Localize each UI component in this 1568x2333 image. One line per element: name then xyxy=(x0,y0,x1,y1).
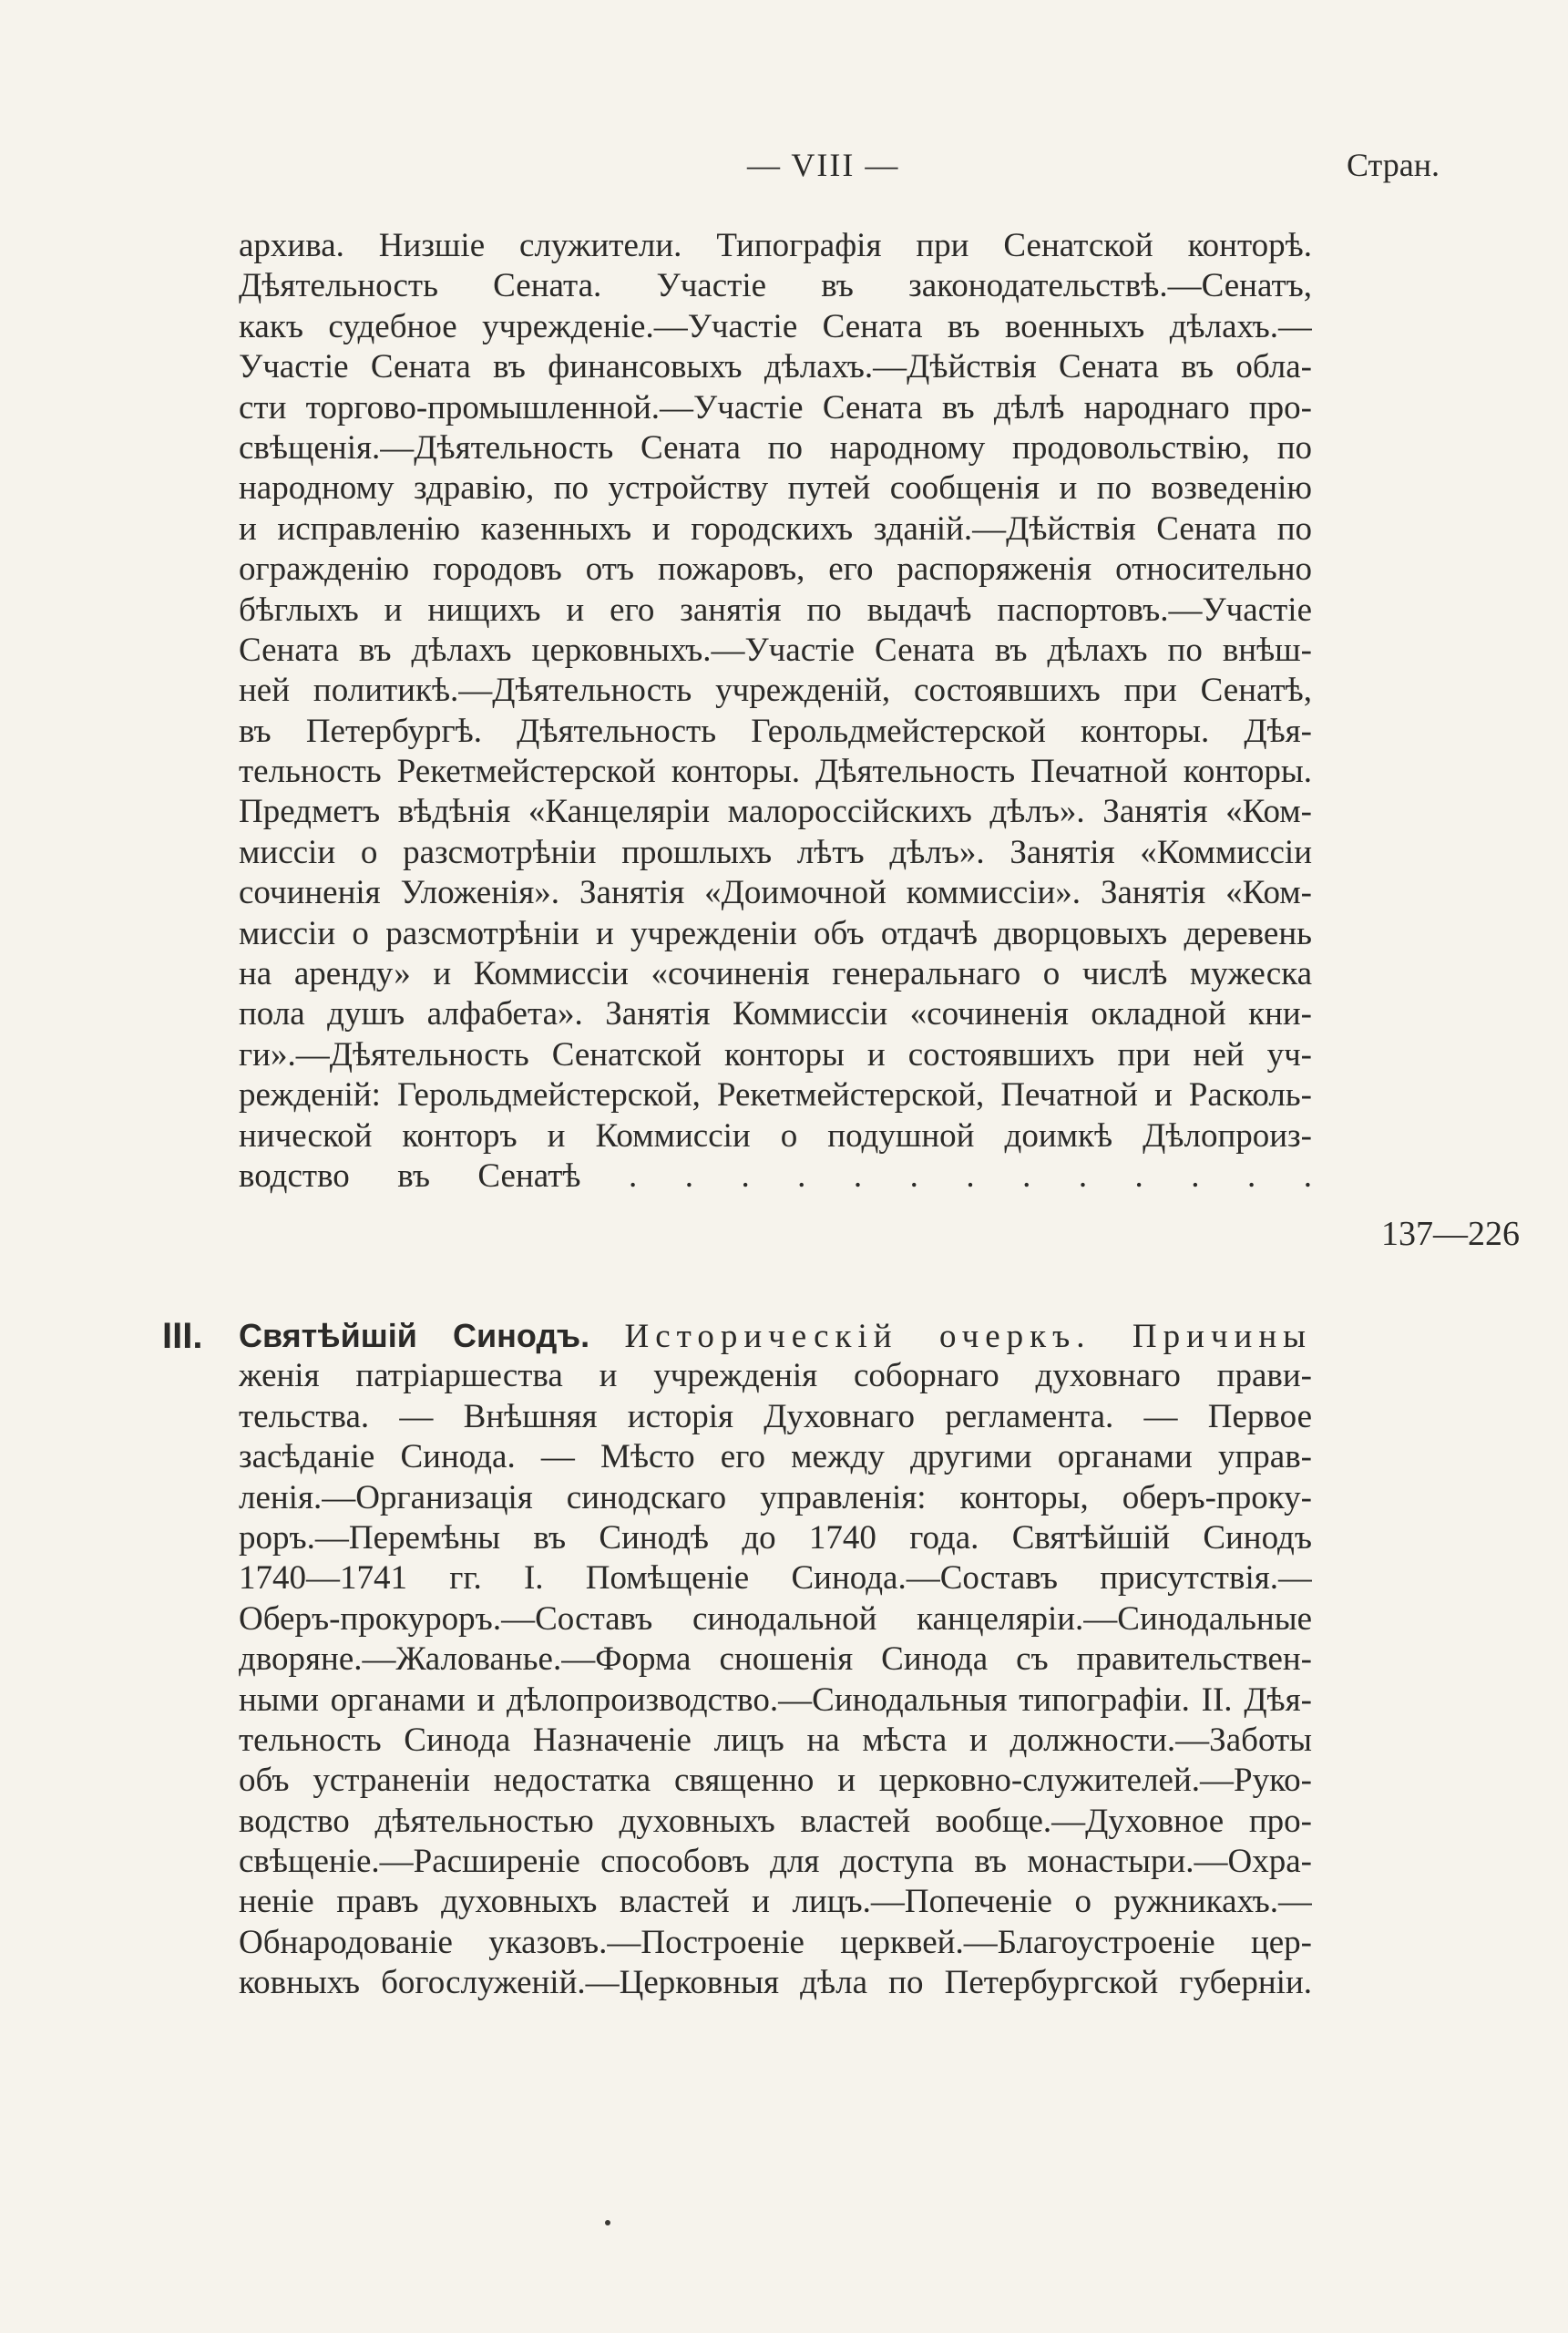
text-line: пола душъ алфабета». Занятія Коммиссіи «сочиненія окладной кни- xyxy=(239,995,1312,1033)
text-line: и исправленію казенныхъ и городскихъ зданій.—Дѣйствія Сената по xyxy=(239,509,1312,548)
text-line: сти торгово-промышленной.—Участіе Сената въ дѣлѣ народнаго про- xyxy=(239,388,1312,427)
text-line: водство дѣятельностью духовныхъ властей вообще.—Духовное про- xyxy=(239,1802,1312,1840)
section-3-text xyxy=(239,1316,1312,2004)
text-line: Участіе Сената въ финансовыхъ дѣлахъ.—Дѣйствія Сената въ обла- xyxy=(239,348,1312,386)
pages-column-header: Стран. xyxy=(1347,147,1440,183)
text-line: въ Петербургѣ. Дѣятельность Герольдмейстерской конторы. Дѣя- xyxy=(239,712,1312,750)
text-line: водство въ Сенатѣ . . . . . . . . . . . . . xyxy=(239,1156,1312,1195)
text-line: сочиненія Уложенія». Занятія «Доимочной коммиссіи». Занятія «Ком- xyxy=(239,874,1312,912)
text-line: тельность Рекетмейстерской конторы. Дѣятельность Печатной конторы. xyxy=(239,753,1312,791)
text-line: нической конторъ и Коммиссіи о подушной доимкѣ Дѣлопроиз- xyxy=(239,1116,1312,1155)
stray-dot xyxy=(605,2220,610,2225)
page-number: — VIII — xyxy=(747,147,900,183)
text-line: Дѣятельность Сената. Участіе въ законодательствѣ.—Сенатъ, xyxy=(239,267,1312,305)
text-line: ковныхъ богослуженій.—Церковныя дѣла по Петербургской губерніи. xyxy=(239,1964,1312,2002)
text-line: миссіи о разсмотрѣніи и учрежденіи объ отдачѣ дворцовыхъ деревень xyxy=(239,914,1312,952)
text-line: бѣглыхъ и нищихъ и его занятія по выдачѣ паспортовъ.—Участіе xyxy=(239,591,1312,629)
section-heading: Святѣйшій Синодъ. xyxy=(239,1317,590,1354)
text-line: на аренду» и Коммиссіи «сочиненія генеральнаго о числѣ мужеска xyxy=(239,955,1312,993)
text-line: миссіи о разсмотрѣніи прошлыхъ лѣтъ дѣлъ». Занятія «Коммиссіи xyxy=(239,833,1312,871)
entry-page-range: 137—226 xyxy=(1381,1215,1520,1253)
text-line: режденій: Герольдмейстерской, Рекетмейстерской, Печатной и Расколь- xyxy=(239,1076,1312,1115)
text-line: ней политикѣ.—Дѣятельность учрежденій, состоявшихъ при Сенатѣ, xyxy=(239,672,1312,710)
text-line: народному здравію, по устройству путей сообщенія и по возведенію xyxy=(239,469,1312,508)
text-line: Оберъ-прокуроръ.—Составъ синодальной канцеляріи.—Синодальные xyxy=(239,1599,1312,1638)
section-3-first-line xyxy=(239,1316,1312,1356)
text-line: Историческій очеркъ. Причины xyxy=(624,1318,1312,1355)
text-line: ленія.—Организація синодскаго управленія: конторы, оберъ-проку- xyxy=(239,1478,1312,1516)
section-numeral: III. xyxy=(162,1316,203,1356)
text-line: какъ судебное учрежденіе.—Участіе Сената въ военныхъ дѣлахъ.— xyxy=(239,307,1312,345)
text-line: женія патріаршества и учрежденія соборнаго духовнаго прави- xyxy=(239,1357,1312,1395)
text-line: ными органами и дѣлопроизводство.—Синодальныя типографіи. II. Дѣя- xyxy=(239,1680,1312,1719)
text-line: роръ.—Перемѣны въ Синодѣ до 1740 года. Святѣйшій Синодъ xyxy=(239,1518,1312,1557)
text-line: дворяне.—Жалованье.—Форма сношенія Синода съ правительствен- xyxy=(239,1640,1312,1679)
text-line: огражденію городовъ отъ пожаровъ, его распоряженія относительно xyxy=(239,550,1312,589)
text-line: Предметъ вѣдѣнія «Канцеляріи малороссійскихъ дѣлъ». Занятія «Ком- xyxy=(239,793,1312,831)
previous-section-text xyxy=(239,226,1312,1197)
text-line: Сената въ дѣлахъ церковныхъ.—Участіе Сената въ дѣлахъ по внѣш- xyxy=(239,631,1312,669)
text-line: тельность Синода Назначеніе лицъ на мѣста и должности.—Заботы xyxy=(239,1721,1312,1759)
text-line: архива. Низшіе служители. Типографія при Сенатской конторѣ. xyxy=(239,227,1312,264)
text-line: тельства. — Внѣшняя исторія Духовнаго регламента. — Первое xyxy=(239,1397,1312,1435)
text-line: свѣщеніе.—Расширеніе способовъ для доступа въ монастыри.—Охра- xyxy=(239,1843,1312,1881)
text-line: Обнародованіе указовъ.—Построеніе церквей.—Благоустроеніе цер- xyxy=(239,1923,1312,1961)
text-line: свѣщенія.—Дѣятельность Сената по народному продовольствію, по xyxy=(239,428,1312,467)
text-line: 1740—1741 гг. I. Помѣщеніе Синода.—Составъ присутствія.— xyxy=(239,1559,1312,1598)
text-line: засѣданіе Синода. — Мѣсто его между другими органами управ- xyxy=(239,1438,1312,1476)
text-line: неніе правъ духовныхъ властей и лицъ.—Попеченіе о ружникахъ.— xyxy=(239,1883,1312,1921)
text-line: объ устраненіи недостатка священно и церковно-служителей.—Руко- xyxy=(239,1762,1312,1800)
text-line: ги».—Дѣятельность Сенатской конторы и состоявшихъ при ней уч- xyxy=(239,1035,1312,1074)
